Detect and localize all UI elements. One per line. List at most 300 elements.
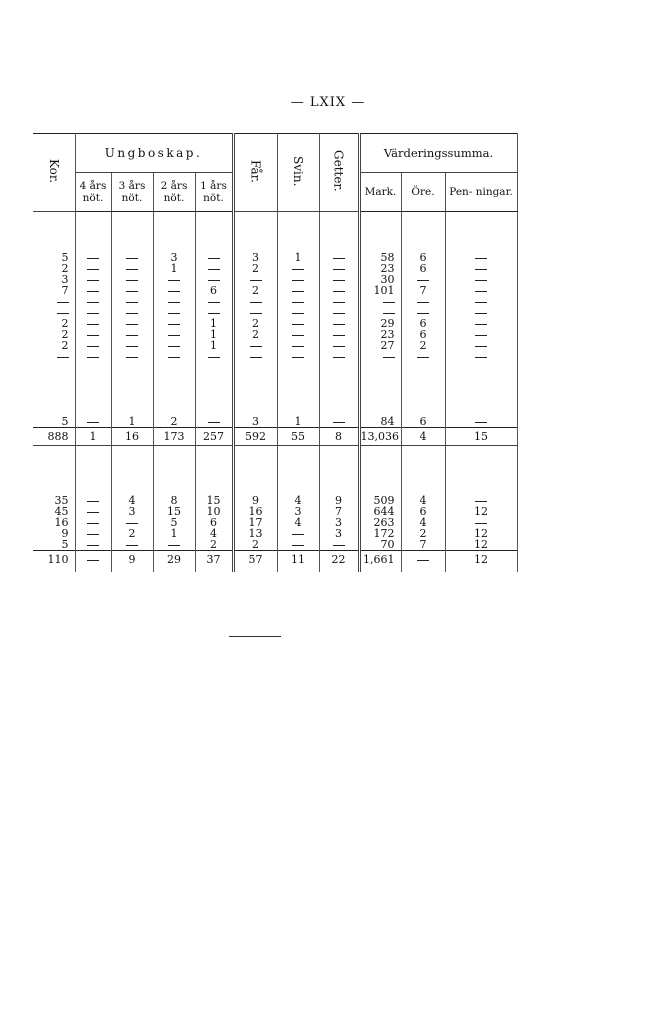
header-far: Får.	[233, 134, 277, 212]
table-cell: 1	[195, 318, 233, 329]
table-cell	[75, 351, 111, 362]
table-cell: 6	[195, 285, 233, 296]
spacer-cell	[445, 212, 517, 253]
table-cell: 644	[359, 506, 401, 517]
dash-mark	[475, 335, 487, 336]
dash-mark	[126, 346, 138, 347]
spacer-cell	[33, 446, 75, 496]
dash-mark	[87, 523, 99, 524]
dash-mark	[383, 357, 395, 358]
table-row	[33, 274, 517, 285]
table-cell	[233, 351, 277, 362]
spacer-cell	[153, 362, 195, 416]
header-4-ars: 4 års nöt.	[75, 173, 111, 212]
table-cell: 6	[401, 318, 445, 329]
dash-mark	[250, 313, 262, 314]
table-cell: 110	[33, 551, 75, 569]
dash-mark	[208, 280, 220, 281]
dash-mark	[333, 346, 345, 347]
table-cell: 5	[153, 517, 195, 528]
table-cell	[75, 307, 111, 318]
table-cell	[319, 307, 359, 318]
dash-mark	[57, 302, 69, 303]
table-cell	[153, 351, 195, 362]
table-cell: 6	[195, 517, 233, 528]
dash-mark	[475, 291, 487, 292]
spacer-cell	[195, 446, 233, 496]
table-cell: 1	[195, 340, 233, 351]
table-cell	[445, 307, 517, 318]
dash-mark	[208, 269, 220, 270]
dash-mark	[168, 335, 180, 336]
table-cell	[319, 263, 359, 274]
dash-mark	[208, 357, 220, 358]
spacer-cell	[111, 568, 153, 572]
dash-mark	[168, 302, 180, 303]
header-kor: Kor.	[33, 134, 75, 212]
table-cell	[319, 416, 359, 428]
header-2-ars: 2 års nöt.	[153, 173, 195, 212]
spacer-cell	[153, 212, 195, 253]
table-row	[33, 362, 517, 416]
spacer-cell	[319, 446, 359, 496]
table-cell: 6	[401, 416, 445, 428]
dash-mark	[250, 280, 262, 281]
dash-mark	[333, 291, 345, 292]
dash-mark	[333, 324, 345, 325]
table-cell	[153, 307, 195, 318]
dash-mark	[168, 346, 180, 347]
dash-mark	[168, 545, 180, 546]
spacer-cell	[445, 568, 517, 572]
dash-mark	[87, 258, 99, 259]
table-cell: 2	[233, 263, 277, 274]
page-number: — LXIX —	[290, 95, 366, 110]
dash-mark	[475, 357, 487, 358]
table-cell: 2	[233, 285, 277, 296]
table-cell: 2	[33, 340, 75, 351]
spacer-cell	[111, 446, 153, 496]
dash-mark	[126, 324, 138, 325]
table-cell: 6	[401, 263, 445, 274]
table-cell: 11	[277, 551, 319, 569]
table-cell: 6	[401, 252, 445, 263]
dash-mark	[292, 545, 304, 546]
spacer-cell	[195, 212, 233, 253]
spacer-cell	[195, 568, 233, 572]
table-cell: 3	[277, 506, 319, 517]
table-cell	[277, 296, 319, 307]
dash-mark	[417, 302, 429, 303]
table-cell: 45	[33, 506, 75, 517]
spacer-cell	[359, 446, 401, 496]
table-cell: 5	[33, 539, 75, 551]
table-cell	[33, 296, 75, 307]
table-cell: 3	[153, 252, 195, 263]
dash-mark	[87, 291, 99, 292]
spacer-cell	[445, 446, 517, 496]
table-cell	[319, 340, 359, 351]
table-cell	[153, 539, 195, 551]
spacer-cell	[277, 212, 319, 253]
spacer-cell	[233, 212, 277, 253]
table-cell: 1	[153, 528, 195, 539]
table-cell: 5	[33, 252, 75, 263]
spacer-cell	[359, 212, 401, 253]
table-cell	[111, 318, 153, 329]
table-cell	[445, 416, 517, 428]
table-row	[33, 495, 517, 506]
header-ore: Öre.	[401, 173, 445, 212]
table-cell: 2	[233, 539, 277, 551]
table-cell: 5	[33, 416, 75, 428]
header-1-ars: 1 års nöt.	[195, 173, 233, 212]
spacer-cell	[277, 568, 319, 572]
dash-mark	[126, 523, 138, 524]
table-cell: 2	[233, 329, 277, 340]
spacer-cell	[359, 362, 401, 416]
dash-mark	[168, 291, 180, 292]
dash-mark	[292, 313, 304, 314]
table-row	[33, 296, 517, 307]
dash-mark	[168, 357, 180, 358]
dash-mark	[87, 346, 99, 347]
table-cell	[359, 351, 401, 362]
table-cell	[111, 307, 153, 318]
header-3-ars: 3 års nöt.	[111, 173, 153, 212]
spacer-cell	[319, 568, 359, 572]
table-cell	[111, 340, 153, 351]
table-cell: 8	[153, 495, 195, 506]
table-cell: 70	[359, 539, 401, 551]
table-cell	[319, 296, 359, 307]
dash-mark	[292, 335, 304, 336]
dash-mark	[292, 357, 304, 358]
table-cell: 1	[75, 428, 111, 446]
spacer-cell	[233, 362, 277, 416]
table-cell: 17	[233, 517, 277, 528]
table-cell: 4	[401, 495, 445, 506]
dash-mark	[87, 512, 99, 513]
table-row	[33, 446, 517, 496]
dash-mark	[333, 302, 345, 303]
table-cell: 16	[111, 428, 153, 446]
spacer-cell	[153, 446, 195, 496]
dash-mark	[208, 422, 220, 423]
table-cell	[75, 296, 111, 307]
dash-mark	[208, 302, 220, 303]
table-row	[33, 506, 517, 517]
table-cell: 15	[445, 428, 517, 446]
table-cell: 10	[195, 506, 233, 517]
dash-mark	[417, 313, 429, 314]
spacer-cell	[401, 446, 445, 496]
spacer-cell	[33, 212, 75, 253]
table-cell: 84	[359, 416, 401, 428]
dash-mark	[475, 324, 487, 325]
dash-mark	[333, 280, 345, 281]
table-row	[33, 528, 517, 539]
table-cell: 257	[195, 428, 233, 446]
livestock-valuation-table	[33, 133, 517, 572]
spacer-cell	[111, 212, 153, 253]
spacer-cell	[359, 568, 401, 572]
table-cell	[277, 340, 319, 351]
table-cell	[111, 351, 153, 362]
table-cell: 9	[319, 495, 359, 506]
table-cell: 8	[319, 428, 359, 446]
table-cell: 4	[111, 495, 153, 506]
header-penningar: Pen- ningar.	[445, 173, 517, 212]
table-cell: 888	[33, 428, 75, 446]
table-cell	[153, 285, 195, 296]
table-cell	[401, 551, 445, 569]
table-cell: 2	[153, 416, 195, 428]
table-cell	[111, 263, 153, 274]
spacer-cell	[233, 446, 277, 496]
dash-mark	[168, 280, 180, 281]
spacer-cell	[401, 568, 445, 572]
table-cell: 3	[319, 528, 359, 539]
dash-mark	[87, 545, 99, 546]
table-cell	[75, 318, 111, 329]
dash-mark	[292, 324, 304, 325]
dash-mark	[333, 357, 345, 358]
table-cell: 29	[153, 551, 195, 569]
table-cell: 4	[277, 517, 319, 528]
dash-mark	[417, 280, 429, 281]
dash-mark	[87, 560, 99, 561]
table-cell: 7	[319, 506, 359, 517]
table-cell	[75, 285, 111, 296]
table-cell: 13	[233, 528, 277, 539]
spacer-cell	[33, 568, 75, 572]
table-cell	[153, 340, 195, 351]
dash-mark	[292, 534, 304, 535]
table-cell: 3	[233, 416, 277, 428]
dash-mark	[250, 302, 262, 303]
table-cell	[153, 274, 195, 285]
dash-mark	[292, 346, 304, 347]
table-cell: 1	[277, 252, 319, 263]
spacer-cell	[445, 362, 517, 416]
table-cell: 3	[33, 274, 75, 285]
dash-mark	[475, 346, 487, 347]
table-cell: 9	[233, 495, 277, 506]
table-cell	[153, 318, 195, 329]
dash-mark	[475, 313, 487, 314]
dash-mark	[475, 501, 487, 502]
header-mark: Mark.	[359, 173, 401, 212]
spacer-cell	[233, 568, 277, 572]
table-cell	[75, 495, 111, 506]
table-cell: 23	[359, 263, 401, 274]
dash-mark	[87, 302, 99, 303]
dash-mark	[383, 313, 395, 314]
table-cell	[75, 416, 111, 428]
table-cell	[153, 296, 195, 307]
table-cell	[75, 340, 111, 351]
table-cell: 2	[111, 528, 153, 539]
spacer-cell	[111, 362, 153, 416]
spacer-cell	[75, 446, 111, 496]
table-cell: 1	[153, 263, 195, 274]
table-cell	[445, 318, 517, 329]
dash-mark	[126, 357, 138, 358]
table-cell	[33, 351, 75, 362]
table-row	[33, 416, 517, 428]
table-cell: 55	[277, 428, 319, 446]
table-cell: 4	[401, 428, 445, 446]
spacer-cell	[401, 362, 445, 416]
table-cell: 13,036	[359, 428, 401, 446]
table-cell: 9	[111, 551, 153, 569]
table-cell	[359, 296, 401, 307]
table-row	[33, 285, 517, 296]
dash-mark	[333, 269, 345, 270]
table-cell: 6	[401, 506, 445, 517]
table-row	[33, 212, 517, 253]
table-cell	[401, 296, 445, 307]
table-cell: 3	[233, 252, 277, 263]
table-cell	[277, 539, 319, 551]
table-cell	[195, 351, 233, 362]
table-cell	[75, 517, 111, 528]
table-cell: 2	[401, 340, 445, 351]
table-row	[33, 329, 517, 340]
table-cell	[195, 296, 233, 307]
spacer-cell	[75, 362, 111, 416]
dash-mark	[87, 501, 99, 502]
table-cell	[195, 263, 233, 274]
table-cell	[33, 307, 75, 318]
table-cell	[277, 318, 319, 329]
table-cell: 12	[445, 551, 517, 569]
table-cell	[319, 285, 359, 296]
table-cell	[195, 252, 233, 263]
table-cell: 101	[359, 285, 401, 296]
dash-mark	[475, 280, 487, 281]
dash-mark	[126, 302, 138, 303]
dash-mark	[126, 335, 138, 336]
dash-mark	[475, 302, 487, 303]
table-cell: 29	[359, 318, 401, 329]
table-cell	[445, 252, 517, 263]
table-cell	[277, 263, 319, 274]
table-cell: 2	[233, 318, 277, 329]
dash-mark	[250, 346, 262, 347]
dash-mark	[417, 357, 429, 358]
table-cell	[75, 329, 111, 340]
dash-mark	[333, 335, 345, 336]
table-cell: 173	[153, 428, 195, 446]
table-cell	[111, 252, 153, 263]
table-cell	[75, 274, 111, 285]
table-cell	[111, 329, 153, 340]
table-row	[33, 340, 517, 351]
table-cell	[277, 351, 319, 362]
dash-mark	[126, 280, 138, 281]
table-cell: 4	[401, 517, 445, 528]
table-cell	[111, 274, 153, 285]
dash-mark	[475, 523, 487, 524]
dash-mark	[87, 313, 99, 314]
table-row	[33, 263, 517, 274]
dash-mark	[292, 269, 304, 270]
table-cell: 2	[195, 539, 233, 551]
table-row	[33, 551, 517, 569]
table-cell: 58	[359, 252, 401, 263]
table-cell: 3	[319, 517, 359, 528]
dash-mark	[87, 269, 99, 270]
table-row	[33, 517, 517, 528]
table-cell: 1	[111, 416, 153, 428]
table-cell: 37	[195, 551, 233, 569]
table-cell: 7	[401, 285, 445, 296]
dash-mark	[333, 422, 345, 423]
table-cell: 4	[195, 528, 233, 539]
dash-mark	[57, 357, 69, 358]
table-cell: 1,661	[359, 551, 401, 569]
dash-mark	[168, 313, 180, 314]
table-row	[33, 539, 517, 551]
dash-mark	[87, 324, 99, 325]
spacer-cell	[75, 212, 111, 253]
table-cell: 16	[233, 506, 277, 517]
table-row	[33, 252, 517, 263]
dash-mark	[208, 313, 220, 314]
end-rule	[229, 636, 281, 637]
dash-mark	[126, 313, 138, 314]
table-cell	[233, 296, 277, 307]
table-cell: 30	[359, 274, 401, 285]
dash-mark	[333, 258, 345, 259]
dash-mark	[126, 545, 138, 546]
table-cell	[277, 528, 319, 539]
dash-mark	[383, 302, 395, 303]
table-cell	[319, 351, 359, 362]
table-row	[33, 318, 517, 329]
table-cell	[445, 351, 517, 362]
spacer-cell	[195, 362, 233, 416]
table-cell	[445, 329, 517, 340]
dash-mark	[87, 422, 99, 423]
table-cell: 1	[277, 416, 319, 428]
table-cell	[277, 285, 319, 296]
table-cell	[277, 329, 319, 340]
table-cell	[75, 528, 111, 539]
dash-mark	[417, 560, 429, 561]
table-cell: 12	[445, 506, 517, 517]
table-cell: 263	[359, 517, 401, 528]
spacer-cell	[75, 568, 111, 572]
table-cell: 2	[33, 318, 75, 329]
table-cell	[277, 274, 319, 285]
table-cell: 16	[33, 517, 75, 528]
table-cell: 27	[359, 340, 401, 351]
spacer-cell	[33, 362, 75, 416]
table-row	[33, 428, 517, 446]
dash-mark	[292, 280, 304, 281]
dash-mark	[333, 545, 345, 546]
spacer-cell	[401, 212, 445, 253]
table-cell: 1	[195, 329, 233, 340]
table-cell	[75, 551, 111, 569]
table-cell	[445, 296, 517, 307]
table-cell	[111, 539, 153, 551]
table-cell	[111, 285, 153, 296]
table-cell: 57	[233, 551, 277, 569]
